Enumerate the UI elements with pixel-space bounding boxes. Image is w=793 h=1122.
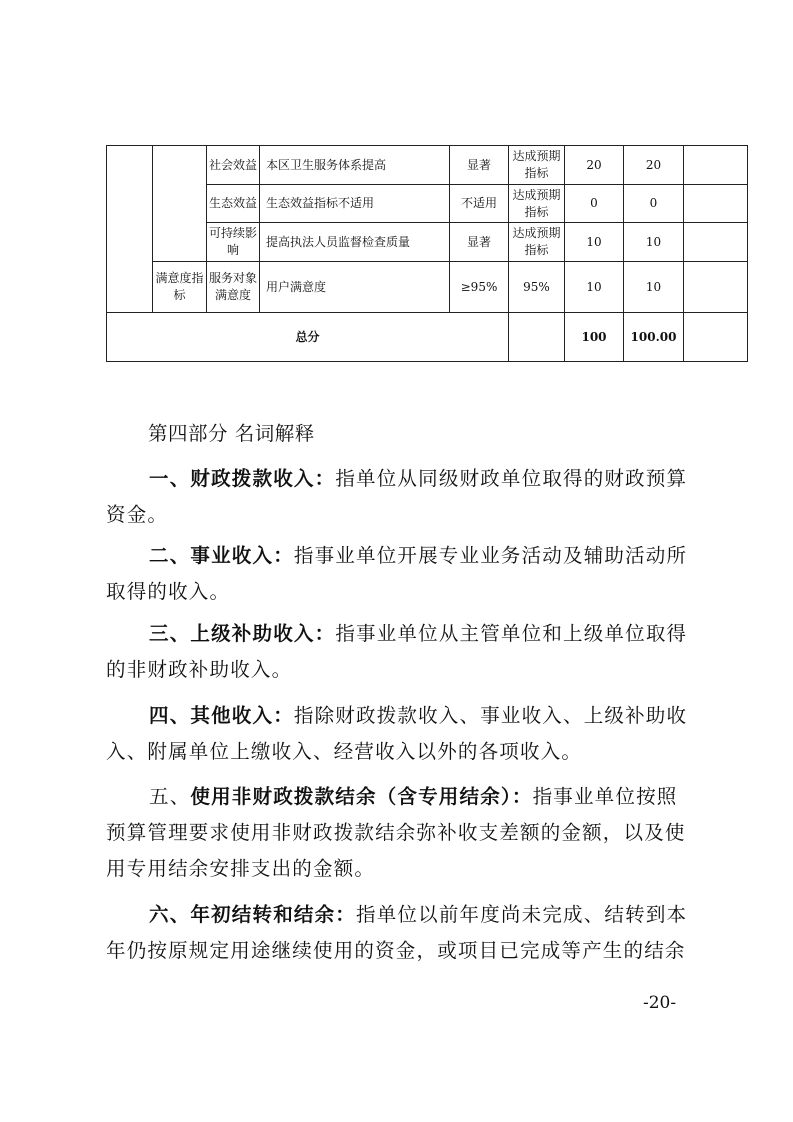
definition-term: 四、其他收入：	[149, 704, 294, 727]
sub-indicator: 社会效益	[207, 146, 260, 185]
note-cell	[684, 146, 748, 185]
note-cell	[684, 262, 748, 313]
category-cell: 满意度指标	[153, 262, 207, 313]
definition-term: 二、事业收入：	[149, 544, 294, 567]
score-value: 0	[624, 185, 684, 223]
section-title: 第四部分 名词解释	[148, 422, 315, 445]
actual-value: 达成预期指标	[509, 146, 565, 185]
weight-value: 10	[565, 223, 624, 262]
sub-indicator: 生态效益	[207, 185, 260, 223]
weight-value: 20	[565, 146, 624, 185]
actual-value: 达成预期指标	[509, 223, 565, 262]
indicator-content: 生态效益指标不适用	[260, 185, 450, 223]
definition-number: 五、	[149, 785, 191, 808]
definition-4	[106, 698, 696, 770]
note-cell	[684, 223, 748, 262]
definition-1	[106, 461, 696, 533]
total-weight: 100	[565, 313, 624, 362]
target-value: 显著	[450, 223, 509, 262]
definition-term: 使用非财政拨款结余（含专用结余）：	[190, 785, 533, 808]
level2-cell	[153, 146, 207, 262]
total-label: 总分	[107, 313, 509, 362]
definition-text: 指单位从同级财政单位取得的财政预算资金。	[106, 467, 688, 526]
indicator-content: 提高执法人员监督检查质量	[260, 223, 450, 262]
definition-term: 六、年初结转和结余：	[149, 903, 357, 926]
target-value: ≥95%	[450, 262, 509, 313]
score-value: 10	[624, 223, 684, 262]
table-row	[107, 262, 748, 313]
total-empty	[509, 313, 565, 362]
score-value: 10	[624, 262, 684, 313]
page-number: -20-	[643, 993, 677, 1013]
definition-3	[106, 616, 696, 688]
indicator-content: 用户满意度	[260, 262, 450, 313]
definition-6	[106, 897, 696, 969]
target-value: 显著	[450, 146, 509, 185]
definition-text: 指事业单位从主管单位和上级单位取得的非财政补助收入。	[106, 622, 688, 681]
sub-indicator: 可持续影响	[207, 223, 260, 262]
actual-value: 达成预期指标	[509, 185, 565, 223]
definition-2	[106, 538, 696, 610]
actual-value: 95%	[509, 262, 565, 313]
table-row	[107, 146, 748, 185]
definition-term: 一、财政拨款收入：	[149, 467, 336, 490]
performance-table	[106, 145, 748, 362]
definition-text: 指事业单位开展专业业务活动及辅助活动所取得的收入。	[106, 544, 688, 603]
definition-text: 指事业单位按照预算管理要求使用非财政拨款结余弥补收支差额的金额，以及使用专用结余安排支出的金额。	[106, 785, 686, 880]
definition-5	[106, 779, 696, 887]
total-note	[684, 313, 748, 362]
weight-value: 0	[565, 185, 624, 223]
sub-indicator: 服务对象满意度	[207, 262, 260, 313]
indicator-content: 本区卫生服务体系提高	[260, 146, 450, 185]
target-value: 不适用	[450, 185, 509, 223]
level1-cell	[107, 146, 153, 313]
definition-text: 指除财政拨款收入、事业收入、上级补助收入、附属单位上缴收入、经营收入以外的各项收入。	[106, 704, 688, 763]
total-row	[107, 313, 748, 362]
definition-text: 指单位以前年度尚未完成、结转到本年仍按原规定用途继续使用的资金，或项目已完成等产生的结余	[106, 903, 688, 962]
weight-value: 10	[565, 262, 624, 313]
total-score: 100.00	[624, 313, 684, 362]
definition-term: 三、上级补助收入：	[149, 622, 336, 645]
note-cell	[684, 185, 748, 223]
score-value: 20	[624, 146, 684, 185]
